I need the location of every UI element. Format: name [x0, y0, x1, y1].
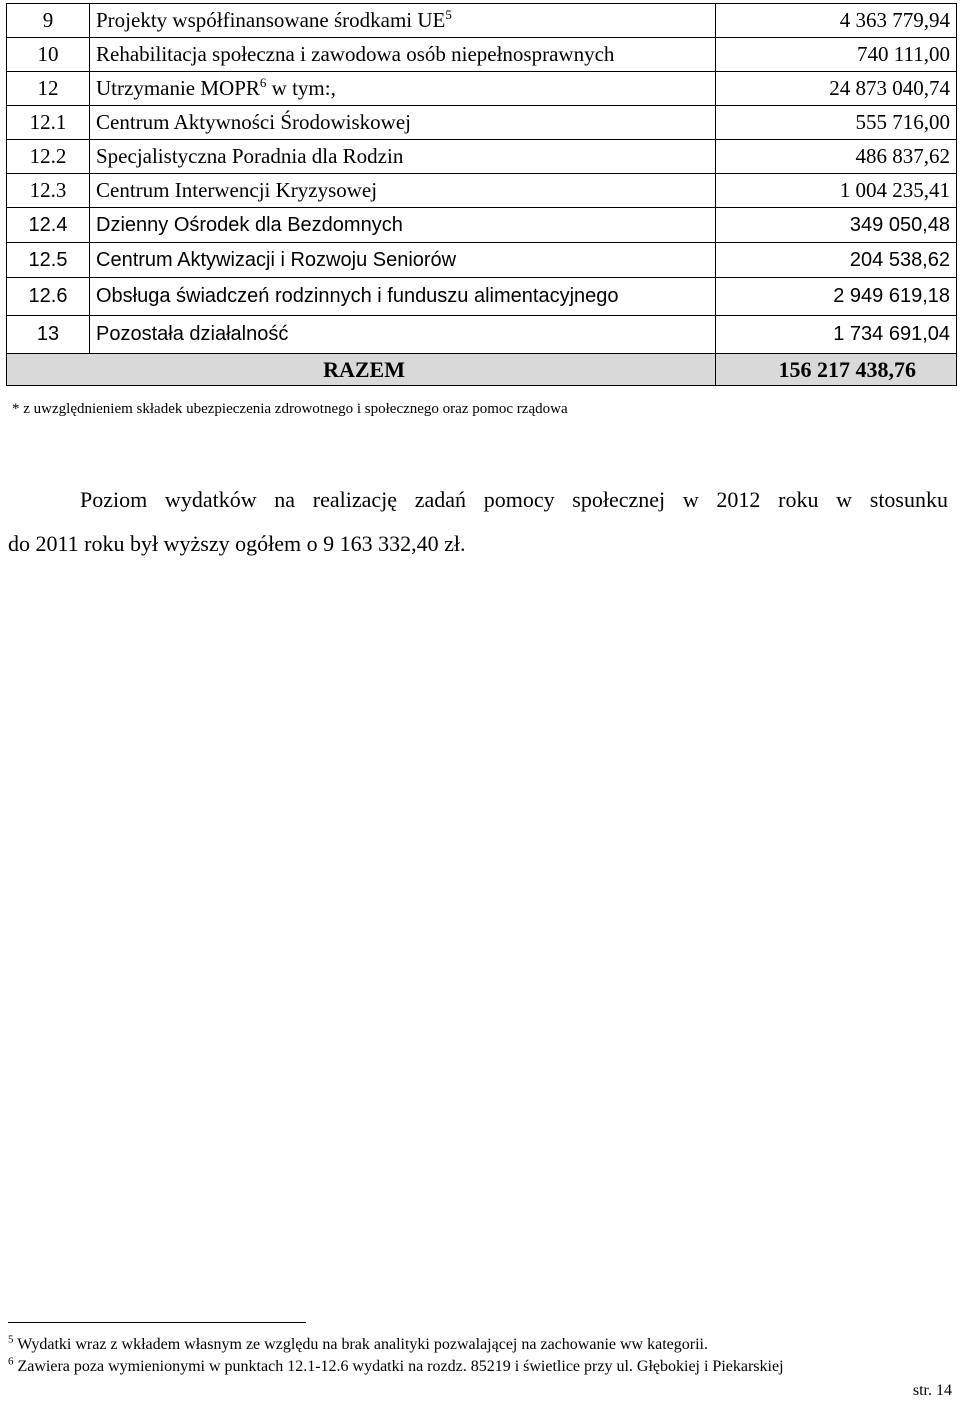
row-name — [90, 106, 716, 140]
row-value: 24 873 040,74 — [716, 72, 957, 106]
row-name — [90, 278, 716, 316]
row-name-text: Projekty współfinansowane środkami UE — [96, 8, 446, 32]
table-row — [7, 316, 957, 354]
footnote-reference: 5 — [445, 7, 452, 22]
table-row — [7, 38, 957, 72]
row-number: 12.4 — [7, 208, 90, 243]
expenditure-table — [6, 3, 957, 386]
row-number: 10 — [7, 38, 90, 72]
row-value: 486 837,62 — [716, 140, 957, 174]
table-row — [7, 140, 957, 174]
row-name — [90, 243, 716, 278]
row-value: 740 111,00 — [716, 38, 957, 72]
table-note: * z uwzględnieniem składek ubezpieczenia zdrowotnego i społecznego oraz pomoc rządowa — [12, 401, 568, 417]
table-row — [7, 174, 957, 208]
row-name-text: Pozostała działalność — [96, 323, 289, 345]
row-number: 9 — [7, 4, 90, 38]
total-label: RAZEM — [7, 354, 716, 386]
total-row — [7, 354, 957, 386]
row-name — [90, 38, 716, 72]
row-number: 12.5 — [7, 243, 90, 278]
table-row — [7, 278, 957, 316]
row-name-text: Dzienny Ośrodek dla Bezdomnych — [96, 213, 403, 236]
row-value: 349 050,48 — [716, 208, 957, 243]
row-name — [90, 72, 716, 106]
row-number: 13 — [7, 316, 90, 354]
row-name-text: Obsługa świadczeń rodzinnych i funduszu alimentacyjnego — [96, 285, 619, 307]
row-number: 12 — [7, 72, 90, 106]
row-value: 1 734 691,04 — [716, 316, 957, 354]
row-name-text: Centrum Aktywności Środowiskowej — [96, 110, 411, 134]
row-number: 12.2 — [7, 140, 90, 174]
expenditure-table-body — [7, 4, 957, 386]
footnote-mark: 6 — [8, 1355, 14, 1368]
table-row — [7, 106, 957, 140]
page-number: str. 14 — [912, 1382, 952, 1399]
row-name-text: Centrum Interwencji Kryzysowej — [96, 178, 378, 202]
row-value: 4 363 779,94 — [716, 4, 957, 38]
row-name — [90, 174, 716, 208]
table-row — [7, 208, 957, 243]
footnote-reference: 6 — [259, 75, 267, 90]
summary-line-1: Poziom wydatków na realizację zadań pomocy społecznej w 2012 roku w stosunku — [80, 487, 948, 512]
row-value: 204 538,62 — [716, 243, 957, 278]
footnote-5 — [8, 1333, 708, 1354]
row-name-text: Specjalistyczna Poradnia dla Rodzin — [96, 144, 404, 168]
row-number: 12.3 — [7, 174, 90, 208]
row-name — [90, 208, 716, 243]
row-name — [90, 4, 716, 38]
table-row — [7, 243, 957, 278]
summary-paragraph — [8, 478, 948, 566]
row-number: 12.1 — [7, 106, 90, 140]
row-name — [90, 316, 716, 354]
row-name-text: Rehabilitacja społeczna i zawodowa osób niepełnosprawnych — [96, 42, 615, 66]
footnote-text: Zawiera poza wymienionymi w punktach 12.1-12.6 wydatki na rozdz. 85219 i świetlice przy ul. Głębokiej i Piekarskiej — [13, 1358, 784, 1375]
footnote-6 — [8, 1355, 784, 1376]
total-value: 156 217 438,76 — [716, 354, 957, 386]
row-value: 1 004 235,41 — [716, 174, 957, 208]
footnote-text: Wydatki wraz z wkładem własnym ze względu na brak analityki pozwalającej na zachowanie ww kategorii. — [13, 1336, 708, 1353]
row-value: 2 949 619,18 — [716, 278, 957, 316]
row-name-text: Centrum Aktywizacji i Rozwoju Seniorów — [96, 248, 457, 271]
row-value: 555 716,00 — [716, 106, 957, 140]
row-name-suffix: w tym:, — [266, 76, 336, 100]
footnote-separator — [8, 1322, 306, 1323]
table-row — [7, 72, 957, 106]
row-name-text: Utrzymanie MOPR — [96, 76, 260, 100]
table-row — [7, 4, 957, 38]
row-number: 12.6 — [7, 278, 90, 316]
row-name — [90, 140, 716, 174]
summary-line-2: do 2011 roku był wyższy ogółem o 9 163 332,40 zł. — [8, 531, 466, 556]
footnote-mark: 5 — [8, 1333, 14, 1346]
